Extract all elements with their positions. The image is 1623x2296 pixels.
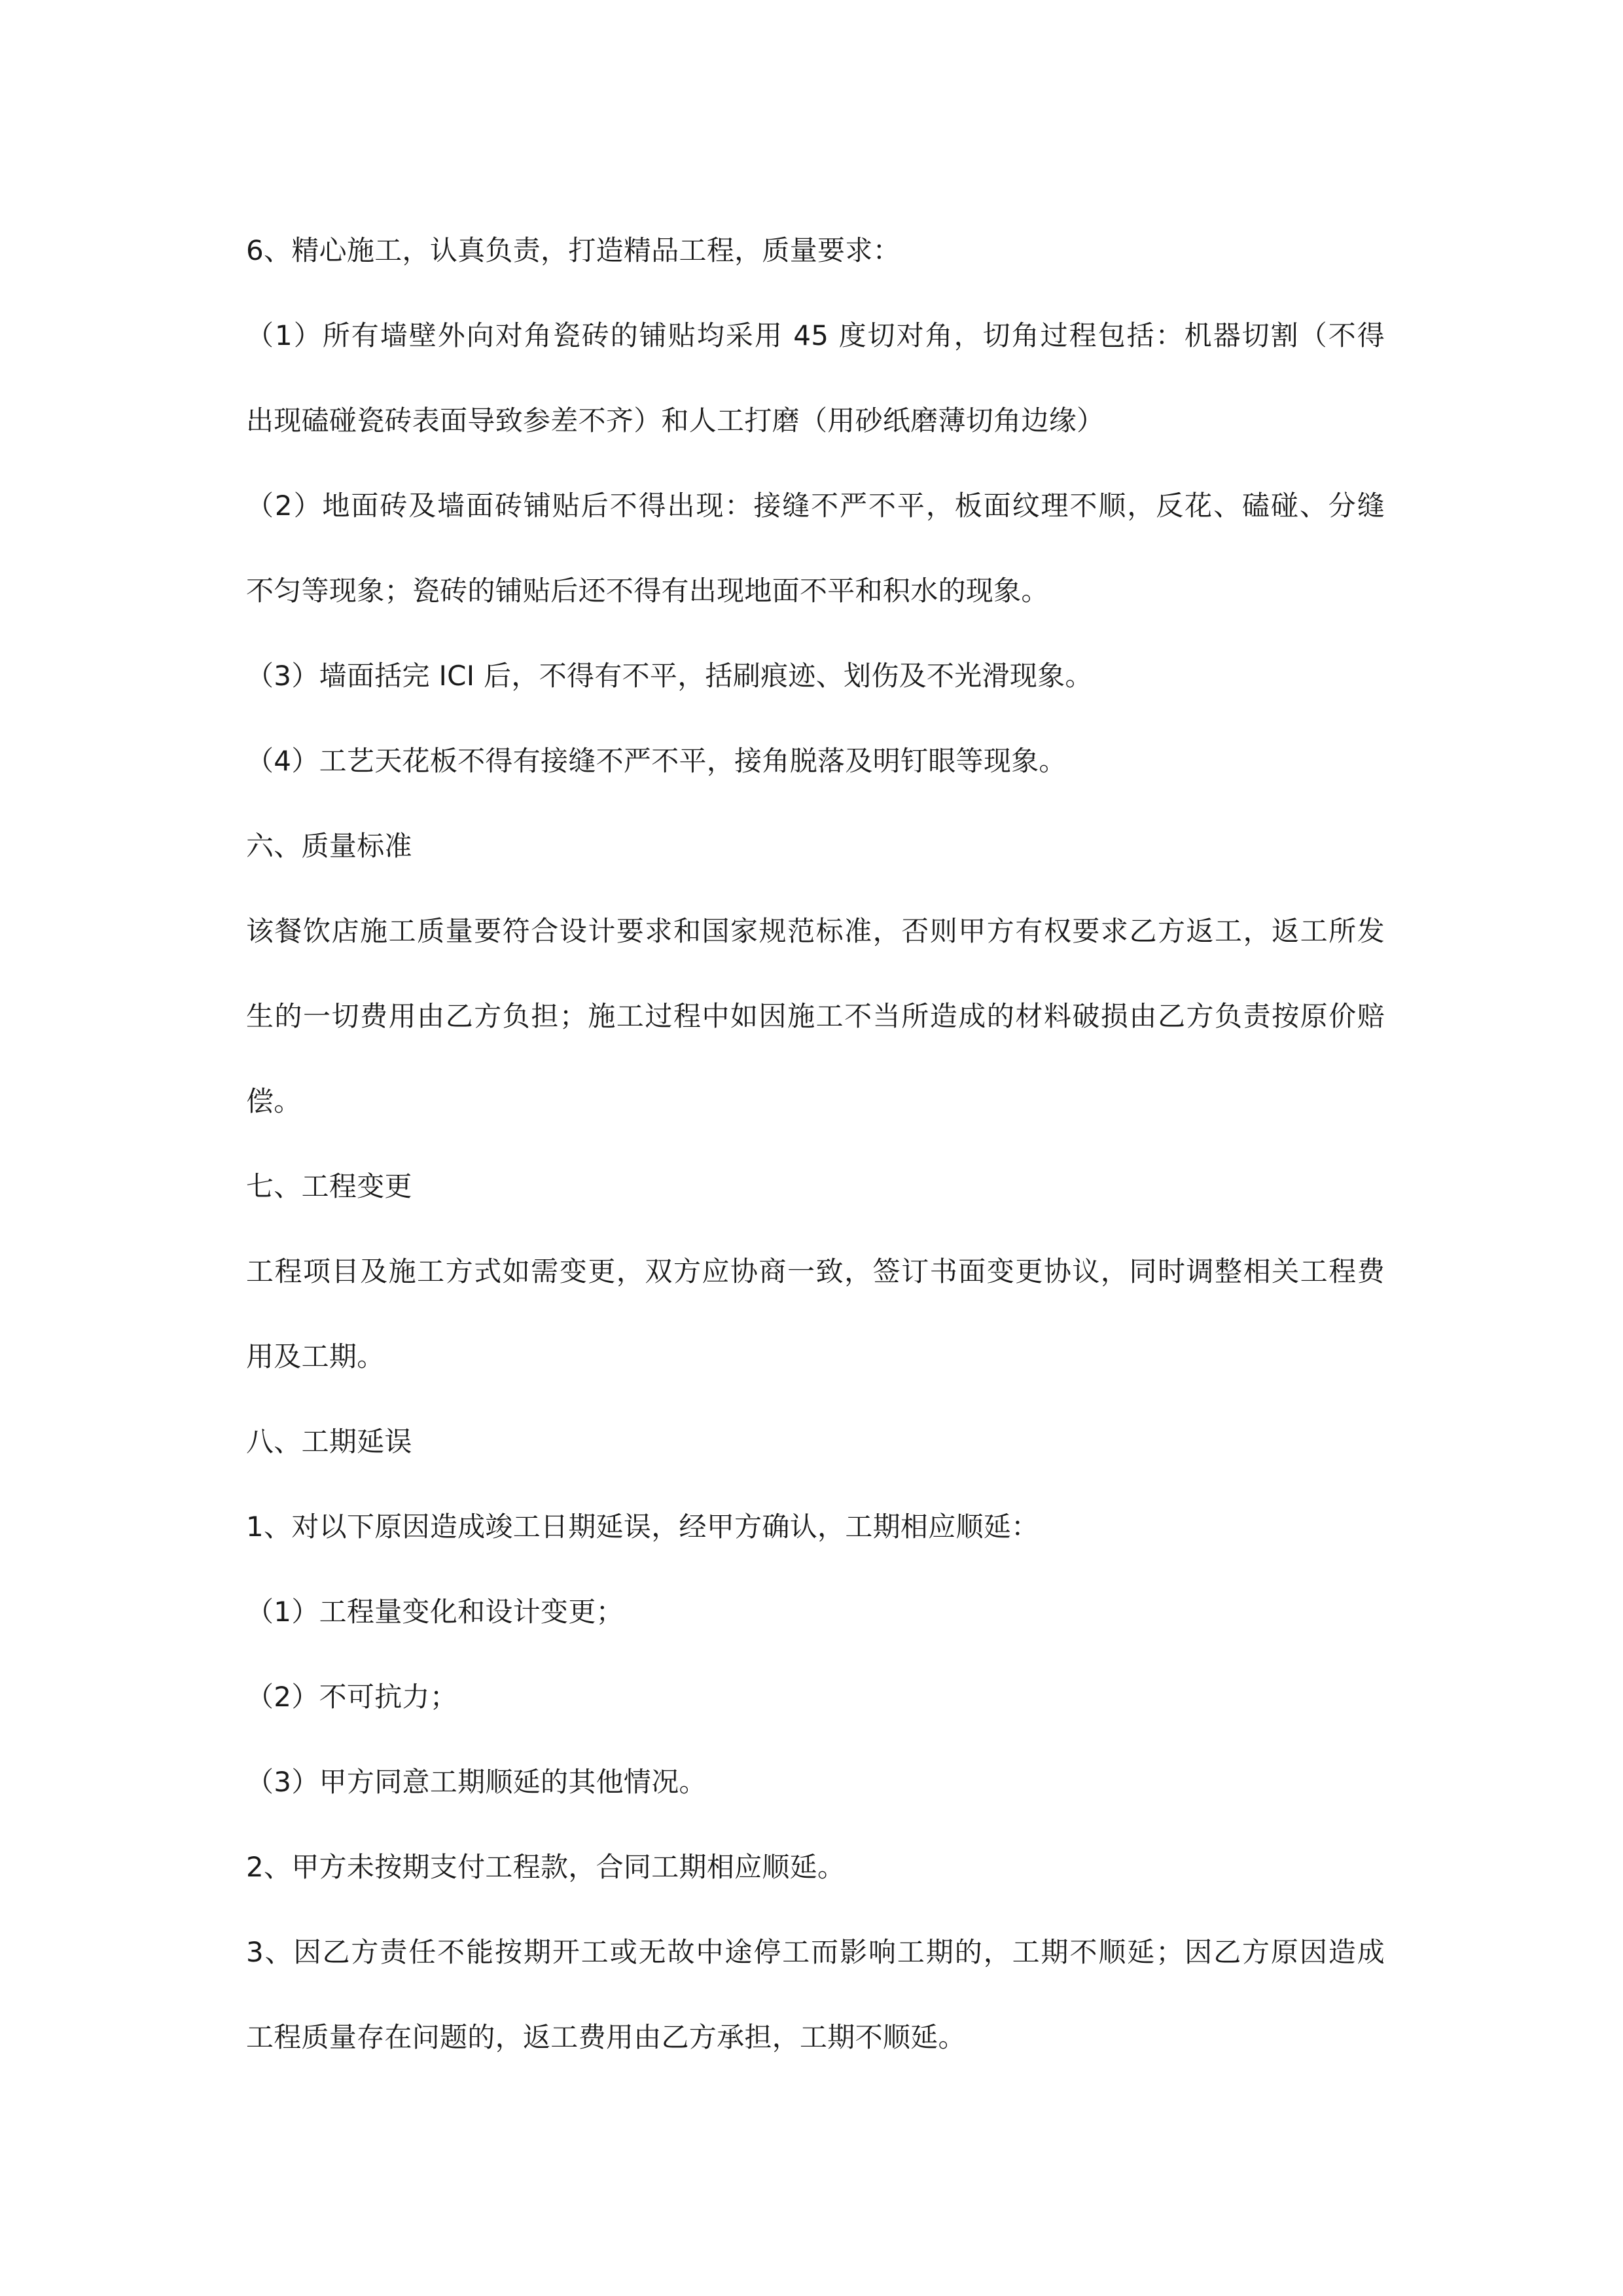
requirement-3: （3）墙面括完 ICI 后，不得有不平，括刷痕迹、划伤及不光滑现象。 — [246, 660, 1093, 692]
change-line-1: 工程项目及施工方式如需变更，双方应协商一致，签订书面变更协议，同时调整相关工程费 — [246, 1255, 1385, 1287]
item-6-heading: 6、精心施工，认真负责，打造精品工程，质量要求： — [246, 234, 901, 266]
section-7-heading: 七、工程变更 — [246, 1170, 412, 1202]
delay-clause-3-line-2: 工程质量存在问题的，返工费用由乙方承担，工期不顺延。 — [246, 2021, 966, 2053]
delay-clause-1-item-1: （1）工程量变化和设计变更； — [246, 1596, 624, 1628]
delay-clause-1: 1、对以下原因造成竣工日期延误，经甲方确认，工期相应顺延： — [246, 1511, 1039, 1543]
document-body — [246, 208, 1385, 2080]
requirement-1-line-1: （1）所有墙壁外向对角瓷砖的铺贴均采用 45 度切对角，切角过程包括：机器切割（不得 — [246, 319, 1385, 351]
change-line-2: 用及工期。 — [246, 1340, 385, 1372]
section-8-heading: 八、工期延误 — [246, 1426, 412, 1458]
delay-clause-2: 2、甲方未按期支付工程款，合同工期相应顺延。 — [246, 1851, 846, 1883]
requirement-2-line-2: 不匀等现象；瓷砖的铺贴后还不得有出现地面不平和积水的现象。 — [246, 575, 1049, 607]
quality-standard-line-1: 该餐饮店施工质量要符合设计要求和国家规范标准，否则甲方有权要求乙方返工，返工所发 — [246, 915, 1385, 947]
delay-clause-1-item-3: （3）甲方同意工期顺延的其他情况。 — [246, 1766, 707, 1798]
requirement-1-line-2: 出现磕碰瓷砖表面导致参差不齐）和人工打磨（用砂纸磨薄切角边缘） — [246, 404, 1105, 437]
delay-clause-3-line-1: 3、因乙方责任不能按期开工或无故中途停工而影响工期的，工期不顺延；因乙方原因造成 — [246, 1936, 1385, 1968]
requirement-4: （4）工艺天花板不得有接缝不严不平，接角脱落及明钉眼等现象。 — [246, 745, 1067, 777]
section-6-heading: 六、质量标准 — [246, 830, 412, 862]
quality-standard-line-3: 偿。 — [246, 1085, 302, 1117]
delay-clause-1-item-2: （2）不可抗力； — [246, 1681, 458, 1713]
quality-standard-line-2: 生的一切费用由乙方负担；施工过程中如因施工不当所造成的材料破损由乙方负责按原价赔 — [246, 1000, 1385, 1032]
requirement-2-line-1: （2）地面砖及墙面砖铺贴后不得出现：接缝不严不平，板面纹理不顺，反花、磕碰、分缝 — [246, 490, 1385, 522]
